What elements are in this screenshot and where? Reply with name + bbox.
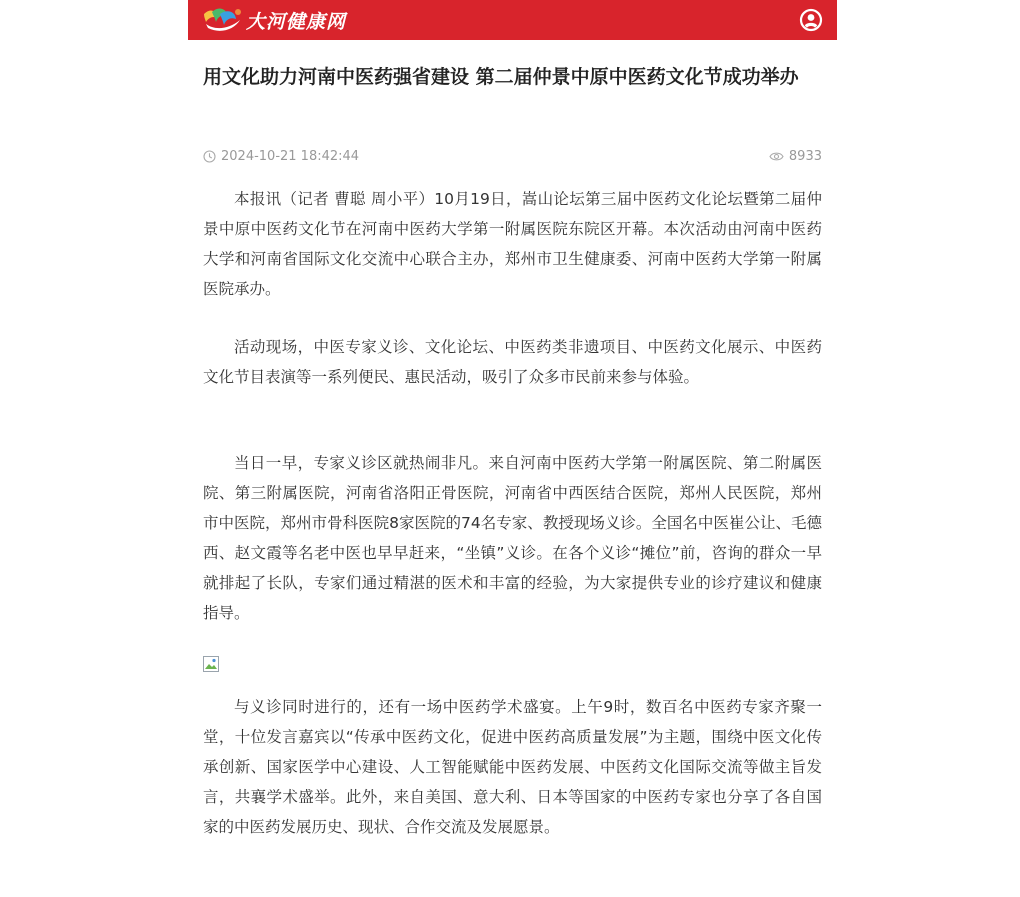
article-column	[188, 0, 837, 897]
publish-time	[203, 146, 359, 166]
logo-emblem-icon	[202, 6, 244, 34]
article-paragraph-2: 活动现场，中医专家义诊、文化论坛、中医药类非遗项目、中医药文化展示、中医药文化节目表演等一系列便民、惠民活动，吸引了众多市民前来参与体验。	[203, 338, 822, 386]
user-circle-icon	[799, 8, 823, 32]
article-title: 用文化助力河南中医药强省建设 第二届仲景中原中医药文化节成功举办	[203, 66, 799, 88]
publish-datetime: 2024-10-21 18:42:44	[221, 148, 360, 164]
article-image[interactable]	[203, 656, 219, 672]
article-meta	[203, 146, 822, 166]
article-paragraph-3: 当日一早，专家义诊区就热闹非凡。来自河南中医药大学第一附属医院、第二附属医院、第三附属医院，河南省洛阳正骨医院，河南省中西医结合医院，郑州人民医院，郑州市中医院，郑州市骨科医院8家医院的74名专家、教授现场义诊。全国名中医崔公让、毛德西、赵文霞等名老中医也早早赶来，“坐镇”义诊。在各个义诊“摊位”前，咨询的群众一早就排起了长队，专家们通过精湛的医术和丰富的经验，为大家提供专业的诊疗建议和健康指导。	[203, 454, 822, 622]
article-paragraph-1: 本报讯（记者 曹聪 周小平）10月19日，嵩山论坛第三届中医药文化论坛暨第二届仲景中原中医药文化节在河南中医药大学第一附属医院东院区开幕。本次活动由河南中医药大学和河南省国际文化交流中心联合主办，郑州市卫生健康委、河南中医药大学第一附属医院承办。	[203, 190, 822, 298]
site-header	[188, 0, 837, 40]
view-count	[769, 146, 822, 166]
site-logo[interactable]	[202, 5, 346, 35]
clock-icon	[203, 150, 216, 163]
broken-image-icon	[203, 656, 219, 672]
article-paragraph-4: 与义诊同时进行的，还有一场中医药学术盛宴。上午9时，数百名中医药专家齐聚一堂，十位发言嘉宾以“传承中医药文化，促进中医药高质量发展”为主题，围绕中医文化传承创新、国家医学中心建设、人工智能赋能中医药发展、中医药文化国际交流等做主旨发言，共襄学术盛举。此外，来自美国、意大利、日本等国家的中医药专家也分享了各自国家的中医药发展历史、现状、合作交流及发展愿景。	[203, 698, 822, 836]
user-profile-button[interactable]	[799, 8, 823, 32]
site-name: 大河健康网	[246, 10, 347, 33]
view-count-value: 8933	[788, 148, 822, 164]
eye-icon	[769, 151, 784, 162]
